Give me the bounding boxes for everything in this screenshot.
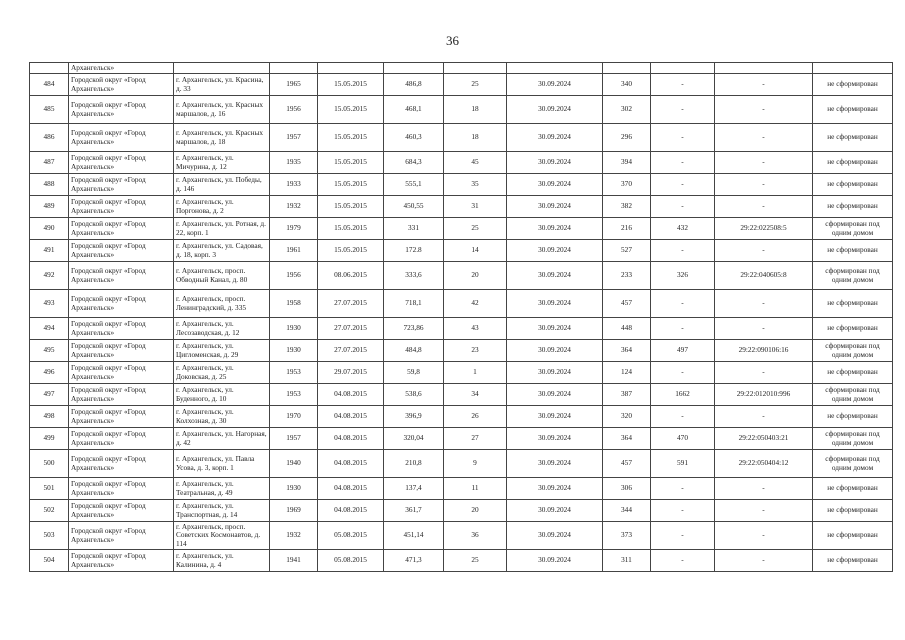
deadline-cell: 30.09.2024 <box>507 124 603 152</box>
cadastral-number-cell: 29:22:022508:5 <box>715 218 813 240</box>
cadastral-number-cell: - <box>715 174 813 196</box>
address-cell: г. Архангельск, ул. Павла Усова, д. 3, корп. 1 <box>174 450 270 478</box>
municipality-cell: Городской округ «Город Архангельск» <box>69 96 174 124</box>
year-built-cell: 1956 <box>270 96 318 124</box>
land-status-cell: не сформирован <box>813 362 893 384</box>
housing-registry-table <box>29 62 893 572</box>
date-cell: 27.07.2015 <box>318 318 384 340</box>
residents-cell: 31 <box>444 196 507 218</box>
cost-cell: 306 <box>603 478 651 500</box>
address-cell: г. Архангельск, ул. Транспортная, д. 14 <box>174 500 270 522</box>
address-cell: г. Архангельск, просп. Советских Космонавтов, д. 114 <box>174 522 270 550</box>
land-area-cell: - <box>651 290 715 318</box>
land-status-cell: сформирован под одним домом <box>813 262 893 290</box>
area-cell: 538,6 <box>384 384 444 406</box>
year-built-cell: 1953 <box>270 362 318 384</box>
area-cell: 471,3 <box>384 550 444 572</box>
land-status-cell: не сформирован <box>813 74 893 96</box>
area-cell: 684,3 <box>384 152 444 174</box>
cost-cell: 394 <box>603 152 651 174</box>
area-cell: 451,14 <box>384 522 444 550</box>
cost-cell: 364 <box>603 340 651 362</box>
municipality-cell: Городской округ «Город Архангельск» <box>69 290 174 318</box>
address-cell: г. Архангельск, ул. Мичурина, д. 12 <box>174 152 270 174</box>
table-row <box>30 450 893 478</box>
table-row <box>30 500 893 522</box>
land-status-cell: не сформирован <box>813 96 893 124</box>
cost-cell: 364 <box>603 428 651 450</box>
residents-cell: 11 <box>444 478 507 500</box>
area-cell: 137,4 <box>384 478 444 500</box>
land-status-cell: сформирован под одним домом <box>813 428 893 450</box>
cadastral-number-cell: - <box>715 500 813 522</box>
year-built-cell: 1957 <box>270 124 318 152</box>
address-cell: г. Архангельск, ул. Цигломенская, д. 29 <box>174 340 270 362</box>
land-area-cell: - <box>651 196 715 218</box>
row-number-cell: 491 <box>30 240 69 262</box>
municipality-cell: Городской округ «Город Архангельск» <box>69 340 174 362</box>
date-cell: 27.07.2015 <box>318 290 384 318</box>
residents-cell: 26 <box>444 406 507 428</box>
row-number-cell: 497 <box>30 384 69 406</box>
table-row <box>30 152 893 174</box>
cadastral-number-cell: - <box>715 152 813 174</box>
municipality-cell: Городской округ «Город Архангельск» <box>69 522 174 550</box>
date-cell: 15.05.2015 <box>318 196 384 218</box>
year-built-cell: 1932 <box>270 522 318 550</box>
land-status-cell: не сформирован <box>813 124 893 152</box>
address-cell: г. Архангельск, ул. Красных маршалов, д. 16 <box>174 96 270 124</box>
date-cell: 04.08.2015 <box>318 428 384 450</box>
area-cell: 484,8 <box>384 340 444 362</box>
area-cell: 361,7 <box>384 500 444 522</box>
cadastral-number-cell: - <box>715 240 813 262</box>
table-row <box>30 290 893 318</box>
area-cell: 723,86 <box>384 318 444 340</box>
land-area-cell: 497 <box>651 340 715 362</box>
date-cell: 05.08.2015 <box>318 550 384 572</box>
deadline-cell: 30.09.2024 <box>507 428 603 450</box>
municipality-cell: Городской округ «Город Архангельск» <box>69 500 174 522</box>
cadastral-number-cell: - <box>715 290 813 318</box>
area-cell: 555,1 <box>384 174 444 196</box>
year-built-cell: 1961 <box>270 240 318 262</box>
date-cell: 04.08.2015 <box>318 478 384 500</box>
cost-cell: 382 <box>603 196 651 218</box>
land-status-cell: не сформирован <box>813 152 893 174</box>
deadline-cell: 30.09.2024 <box>507 96 603 124</box>
municipality-cell: Городской округ «Город Архангельск» <box>69 240 174 262</box>
deadline-cell: 30.09.2024 <box>507 478 603 500</box>
deadline-cell: 30.09.2024 <box>507 340 603 362</box>
year-built-cell: 1941 <box>270 550 318 572</box>
land-status-cell: сформирован под одним домом <box>813 340 893 362</box>
municipality-cell: Городской округ «Город Архангельск» <box>69 152 174 174</box>
row-number-cell: 494 <box>30 318 69 340</box>
residents-cell: 25 <box>444 550 507 572</box>
land-area-cell: 1662 <box>651 384 715 406</box>
land-area-cell: - <box>651 500 715 522</box>
land-area-cell: - <box>651 522 715 550</box>
area-cell: 468,1 <box>384 96 444 124</box>
area-cell: 172.8 <box>384 240 444 262</box>
cost-cell: 216 <box>603 218 651 240</box>
deadline-cell: 30.09.2024 <box>507 450 603 478</box>
residents-cell: 25 <box>444 74 507 96</box>
address-cell: г. Архангельск, ул. Красных маршалов, д. 18 <box>174 124 270 152</box>
area-cell: 210,8 <box>384 450 444 478</box>
residents-cell: 14 <box>444 240 507 262</box>
year-built-cell: 1956 <box>270 262 318 290</box>
row-number-cell: 495 <box>30 340 69 362</box>
cost-cell: 340 <box>603 74 651 96</box>
land-status-cell: не сформирован <box>813 318 893 340</box>
land-area-cell: 591 <box>651 450 715 478</box>
date-cell: 15.05.2015 <box>318 240 384 262</box>
address-cell: г. Архангельск, ул. Колхозная, д. 30 <box>174 406 270 428</box>
year-built-cell: 1930 <box>270 318 318 340</box>
row-number-cell: 490 <box>30 218 69 240</box>
row-number-cell: 484 <box>30 74 69 96</box>
year-built-cell: 1940 <box>270 450 318 478</box>
residents-cell: 9 <box>444 450 507 478</box>
deadline-cell: 30.09.2024 <box>507 500 603 522</box>
deadline-cell: 30.09.2024 <box>507 550 603 572</box>
cost-cell: 311 <box>603 550 651 572</box>
land-area-cell: - <box>651 174 715 196</box>
cadastral-number-cell: 29:22:050403:21 <box>715 428 813 450</box>
area-cell: 450,55 <box>384 196 444 218</box>
land-status-cell: не сформирован <box>813 550 893 572</box>
row-number-cell: 493 <box>30 290 69 318</box>
row-number-cell: 503 <box>30 522 69 550</box>
date-cell: 04.08.2015 <box>318 450 384 478</box>
year-built-cell: 1958 <box>270 290 318 318</box>
date-cell: 04.08.2015 <box>318 500 384 522</box>
year-built-cell: 1953 <box>270 384 318 406</box>
residents-cell: 43 <box>444 318 507 340</box>
land-status-cell: не сформирован <box>813 174 893 196</box>
municipality-cell: Городской округ «Город Архангельск» <box>69 362 174 384</box>
year-built-cell: 1965 <box>270 74 318 96</box>
municipality-cell: Городской округ «Город Архангельск» <box>69 428 174 450</box>
address-cell: г. Архангельск, ул. Театральная, д. 49 <box>174 478 270 500</box>
cadastral-number-cell: - <box>715 478 813 500</box>
row-number-cell: 496 <box>30 362 69 384</box>
residents-cell: 18 <box>444 96 507 124</box>
address-cell: г. Архангельск, ул. Победы, д. 146 <box>174 174 270 196</box>
deadline-cell: 30.09.2024 <box>507 384 603 406</box>
row-number-cell: 486 <box>30 124 69 152</box>
cadastral-number-cell: - <box>715 124 813 152</box>
deadline-cell: 30.09.2024 <box>507 196 603 218</box>
area-cell: 396,9 <box>384 406 444 428</box>
date-cell: 15.05.2015 <box>318 218 384 240</box>
cost-cell: 527 <box>603 240 651 262</box>
area-cell: 320,04 <box>384 428 444 450</box>
residents-cell: 20 <box>444 262 507 290</box>
area-cell: 59,8 <box>384 362 444 384</box>
date-cell: 27.07.2015 <box>318 340 384 362</box>
land-area-cell: - <box>651 124 715 152</box>
table-row <box>30 362 893 384</box>
residents-cell: 23 <box>444 340 507 362</box>
cadastral-number-cell: - <box>715 406 813 428</box>
page-number: 36 <box>446 33 459 48</box>
cadastral-number-cell: - <box>715 318 813 340</box>
date-cell: 15.05.2015 <box>318 124 384 152</box>
deadline-cell: 30.09.2024 <box>507 362 603 384</box>
cadastral-number-cell: - <box>715 550 813 572</box>
cadastral-number-cell: 29:22:040605:8 <box>715 262 813 290</box>
date-cell: 08.06.2015 <box>318 262 384 290</box>
row-number-cell: 499 <box>30 428 69 450</box>
row-number-cell: 487 <box>30 152 69 174</box>
cadastral-number-cell: 29:22:050404:12 <box>715 450 813 478</box>
deadline-cell: 30.09.2024 <box>507 290 603 318</box>
row-number-cell: 501 <box>30 478 69 500</box>
cost-cell: 448 <box>603 318 651 340</box>
land-status-cell: не сформирован <box>813 290 893 318</box>
residents-cell: 20 <box>444 500 507 522</box>
municipality-cell: Городской округ «Город Архангельск» <box>69 478 174 500</box>
cadastral-number-cell: 29:22:012010:996 <box>715 384 813 406</box>
address-cell: г. Архангельск, ул. Ротная, д. 22, корп. 1 <box>174 218 270 240</box>
table-row <box>30 318 893 340</box>
table-row <box>30 384 893 406</box>
land-status-cell: не сформирован <box>813 240 893 262</box>
table-row <box>30 124 893 152</box>
year-built-cell: 1957 <box>270 428 318 450</box>
row-number-cell: 489 <box>30 196 69 218</box>
cost-cell: 387 <box>603 384 651 406</box>
municipality-cell: Городской округ «Город Архангельск» <box>69 218 174 240</box>
row-number-cell: 500 <box>30 450 69 478</box>
land-area-cell: - <box>651 406 715 428</box>
residents-cell: 35 <box>444 174 507 196</box>
municipality-cell: Городской округ «Город Архангельск» <box>69 406 174 428</box>
municipality-cell: Городской округ «Город Архангельск» <box>69 450 174 478</box>
cost-cell: 370 <box>603 174 651 196</box>
row-number-cell: 502 <box>30 500 69 522</box>
residents-cell: 45 <box>444 152 507 174</box>
land-area-cell: - <box>651 478 715 500</box>
date-cell: 15.05.2015 <box>318 152 384 174</box>
residents-cell: 25 <box>444 218 507 240</box>
address-cell: г. Архангельск, ул. Красина, д. 33 <box>174 74 270 96</box>
residents-cell: 42 <box>444 290 507 318</box>
land-status-cell: не сформирован <box>813 522 893 550</box>
year-built-cell: 1979 <box>270 218 318 240</box>
continuation-row <box>30 63 893 74</box>
table-row <box>30 96 893 124</box>
cost-cell: 296 <box>603 124 651 152</box>
cadastral-number-cell: - <box>715 74 813 96</box>
deadline-cell: 30.09.2024 <box>507 262 603 290</box>
cost-cell: 302 <box>603 96 651 124</box>
cadastral-number-cell: 29:22:090106:16 <box>715 340 813 362</box>
table-row <box>30 340 893 362</box>
table-row <box>30 174 893 196</box>
area-cell: 486,8 <box>384 74 444 96</box>
municipality-cell: Городской округ «Город Архангельск» <box>69 550 174 572</box>
table-row <box>30 478 893 500</box>
date-cell: 29.07.2015 <box>318 362 384 384</box>
address-cell: г. Архангельск, просп. Обводный Канал, д. 80 <box>174 262 270 290</box>
area-cell: 460,3 <box>384 124 444 152</box>
table-body <box>30 63 893 572</box>
land-area-cell: - <box>651 240 715 262</box>
address-cell: г. Архангельск, ул. Калинина, д. 4 <box>174 550 270 572</box>
land-area-cell: - <box>651 362 715 384</box>
continuation-cell: Архангельск» <box>69 63 174 74</box>
land-area-cell: 470 <box>651 428 715 450</box>
row-number-cell: 488 <box>30 174 69 196</box>
land-area-cell: - <box>651 550 715 572</box>
cost-cell: 320 <box>603 406 651 428</box>
land-area-cell: 326 <box>651 262 715 290</box>
municipality-cell: Городской округ «Город Архангельск» <box>69 318 174 340</box>
land-area-cell: - <box>651 74 715 96</box>
land-status-cell: сформирован под одним домом <box>813 450 893 478</box>
cost-cell: 124 <box>603 362 651 384</box>
table-row <box>30 550 893 572</box>
table-row <box>30 406 893 428</box>
date-cell: 04.08.2015 <box>318 384 384 406</box>
municipality-cell: Городской округ «Город Архангельск» <box>69 384 174 406</box>
year-built-cell: 1969 <box>270 500 318 522</box>
row-number-cell: 498 <box>30 406 69 428</box>
deadline-cell: 30.09.2024 <box>507 318 603 340</box>
residents-cell: 1 <box>444 362 507 384</box>
row-number-cell: 504 <box>30 550 69 572</box>
residents-cell: 36 <box>444 522 507 550</box>
land-status-cell: сформирован под одним домом <box>813 218 893 240</box>
cost-cell: 457 <box>603 450 651 478</box>
address-cell: г. Архангельск, ул. Лесозаводская, д. 12 <box>174 318 270 340</box>
cadastral-number-cell: - <box>715 362 813 384</box>
date-cell: 15.05.2015 <box>318 174 384 196</box>
address-cell: г. Архангельск, ул. Поргонова, д. 2 <box>174 196 270 218</box>
table-row <box>30 522 893 550</box>
cadastral-number-cell: - <box>715 196 813 218</box>
table-row <box>30 196 893 218</box>
land-status-cell: не сформирован <box>813 406 893 428</box>
municipality-cell: Городской округ «Город Архангельск» <box>69 262 174 290</box>
table-row <box>30 262 893 290</box>
municipality-cell: Городской округ «Город Архангельск» <box>69 174 174 196</box>
municipality-cell: Городской округ «Город Архангельск» <box>69 196 174 218</box>
year-built-cell: 1935 <box>270 152 318 174</box>
date-cell: 05.08.2015 <box>318 522 384 550</box>
area-cell: 718,1 <box>384 290 444 318</box>
row-number-cell: 485 <box>30 96 69 124</box>
year-built-cell: 1930 <box>270 478 318 500</box>
land-status-cell: не сформирован <box>813 196 893 218</box>
table-row <box>30 428 893 450</box>
deadline-cell: 30.09.2024 <box>507 152 603 174</box>
area-cell: 333,6 <box>384 262 444 290</box>
date-cell: 15.05.2015 <box>318 96 384 124</box>
deadline-cell: 30.09.2024 <box>507 406 603 428</box>
land-area-cell: - <box>651 318 715 340</box>
address-cell: г. Архангельск, ул. Доковская, д. 25 <box>174 362 270 384</box>
cost-cell: 373 <box>603 522 651 550</box>
land-area-cell: 432 <box>651 218 715 240</box>
table-row <box>30 240 893 262</box>
table-row <box>30 218 893 240</box>
deadline-cell: 30.09.2024 <box>507 240 603 262</box>
year-built-cell: 1932 <box>270 196 318 218</box>
area-cell: 331 <box>384 218 444 240</box>
residents-cell: 18 <box>444 124 507 152</box>
land-status-cell: не сформирован <box>813 500 893 522</box>
year-built-cell: 1970 <box>270 406 318 428</box>
land-area-cell: - <box>651 96 715 124</box>
table-row <box>30 74 893 96</box>
year-built-cell: 1930 <box>270 340 318 362</box>
land-status-cell: не сформирован <box>813 478 893 500</box>
residents-cell: 27 <box>444 428 507 450</box>
cadastral-number-cell: - <box>715 522 813 550</box>
cost-cell: 233 <box>603 262 651 290</box>
date-cell: 04.08.2015 <box>318 406 384 428</box>
address-cell: г. Архангельск, просп. Ленинградский, д. 335 <box>174 290 270 318</box>
municipality-cell: Городской округ «Город Архангельск» <box>69 74 174 96</box>
deadline-cell: 30.09.2024 <box>507 74 603 96</box>
cadastral-number-cell: - <box>715 96 813 124</box>
deadline-cell: 30.09.2024 <box>507 174 603 196</box>
address-cell: г. Архангельск, ул. Нагорная, д. 42 <box>174 428 270 450</box>
land-status-cell: сформирован под одним домом <box>813 384 893 406</box>
date-cell: 15.05.2015 <box>318 74 384 96</box>
municipality-cell: Городской округ «Город Архангельск» <box>69 124 174 152</box>
deadline-cell: 30.09.2024 <box>507 522 603 550</box>
row-number-cell: 492 <box>30 262 69 290</box>
address-cell: г. Архангельск, ул. Садовая, д. 18, корп. 3 <box>174 240 270 262</box>
cost-cell: 457 <box>603 290 651 318</box>
land-area-cell: - <box>651 152 715 174</box>
residents-cell: 34 <box>444 384 507 406</box>
address-cell: г. Архангельск, ул. Буденного, д. 10 <box>174 384 270 406</box>
deadline-cell: 30.09.2024 <box>507 218 603 240</box>
cost-cell: 344 <box>603 500 651 522</box>
year-built-cell: 1933 <box>270 174 318 196</box>
